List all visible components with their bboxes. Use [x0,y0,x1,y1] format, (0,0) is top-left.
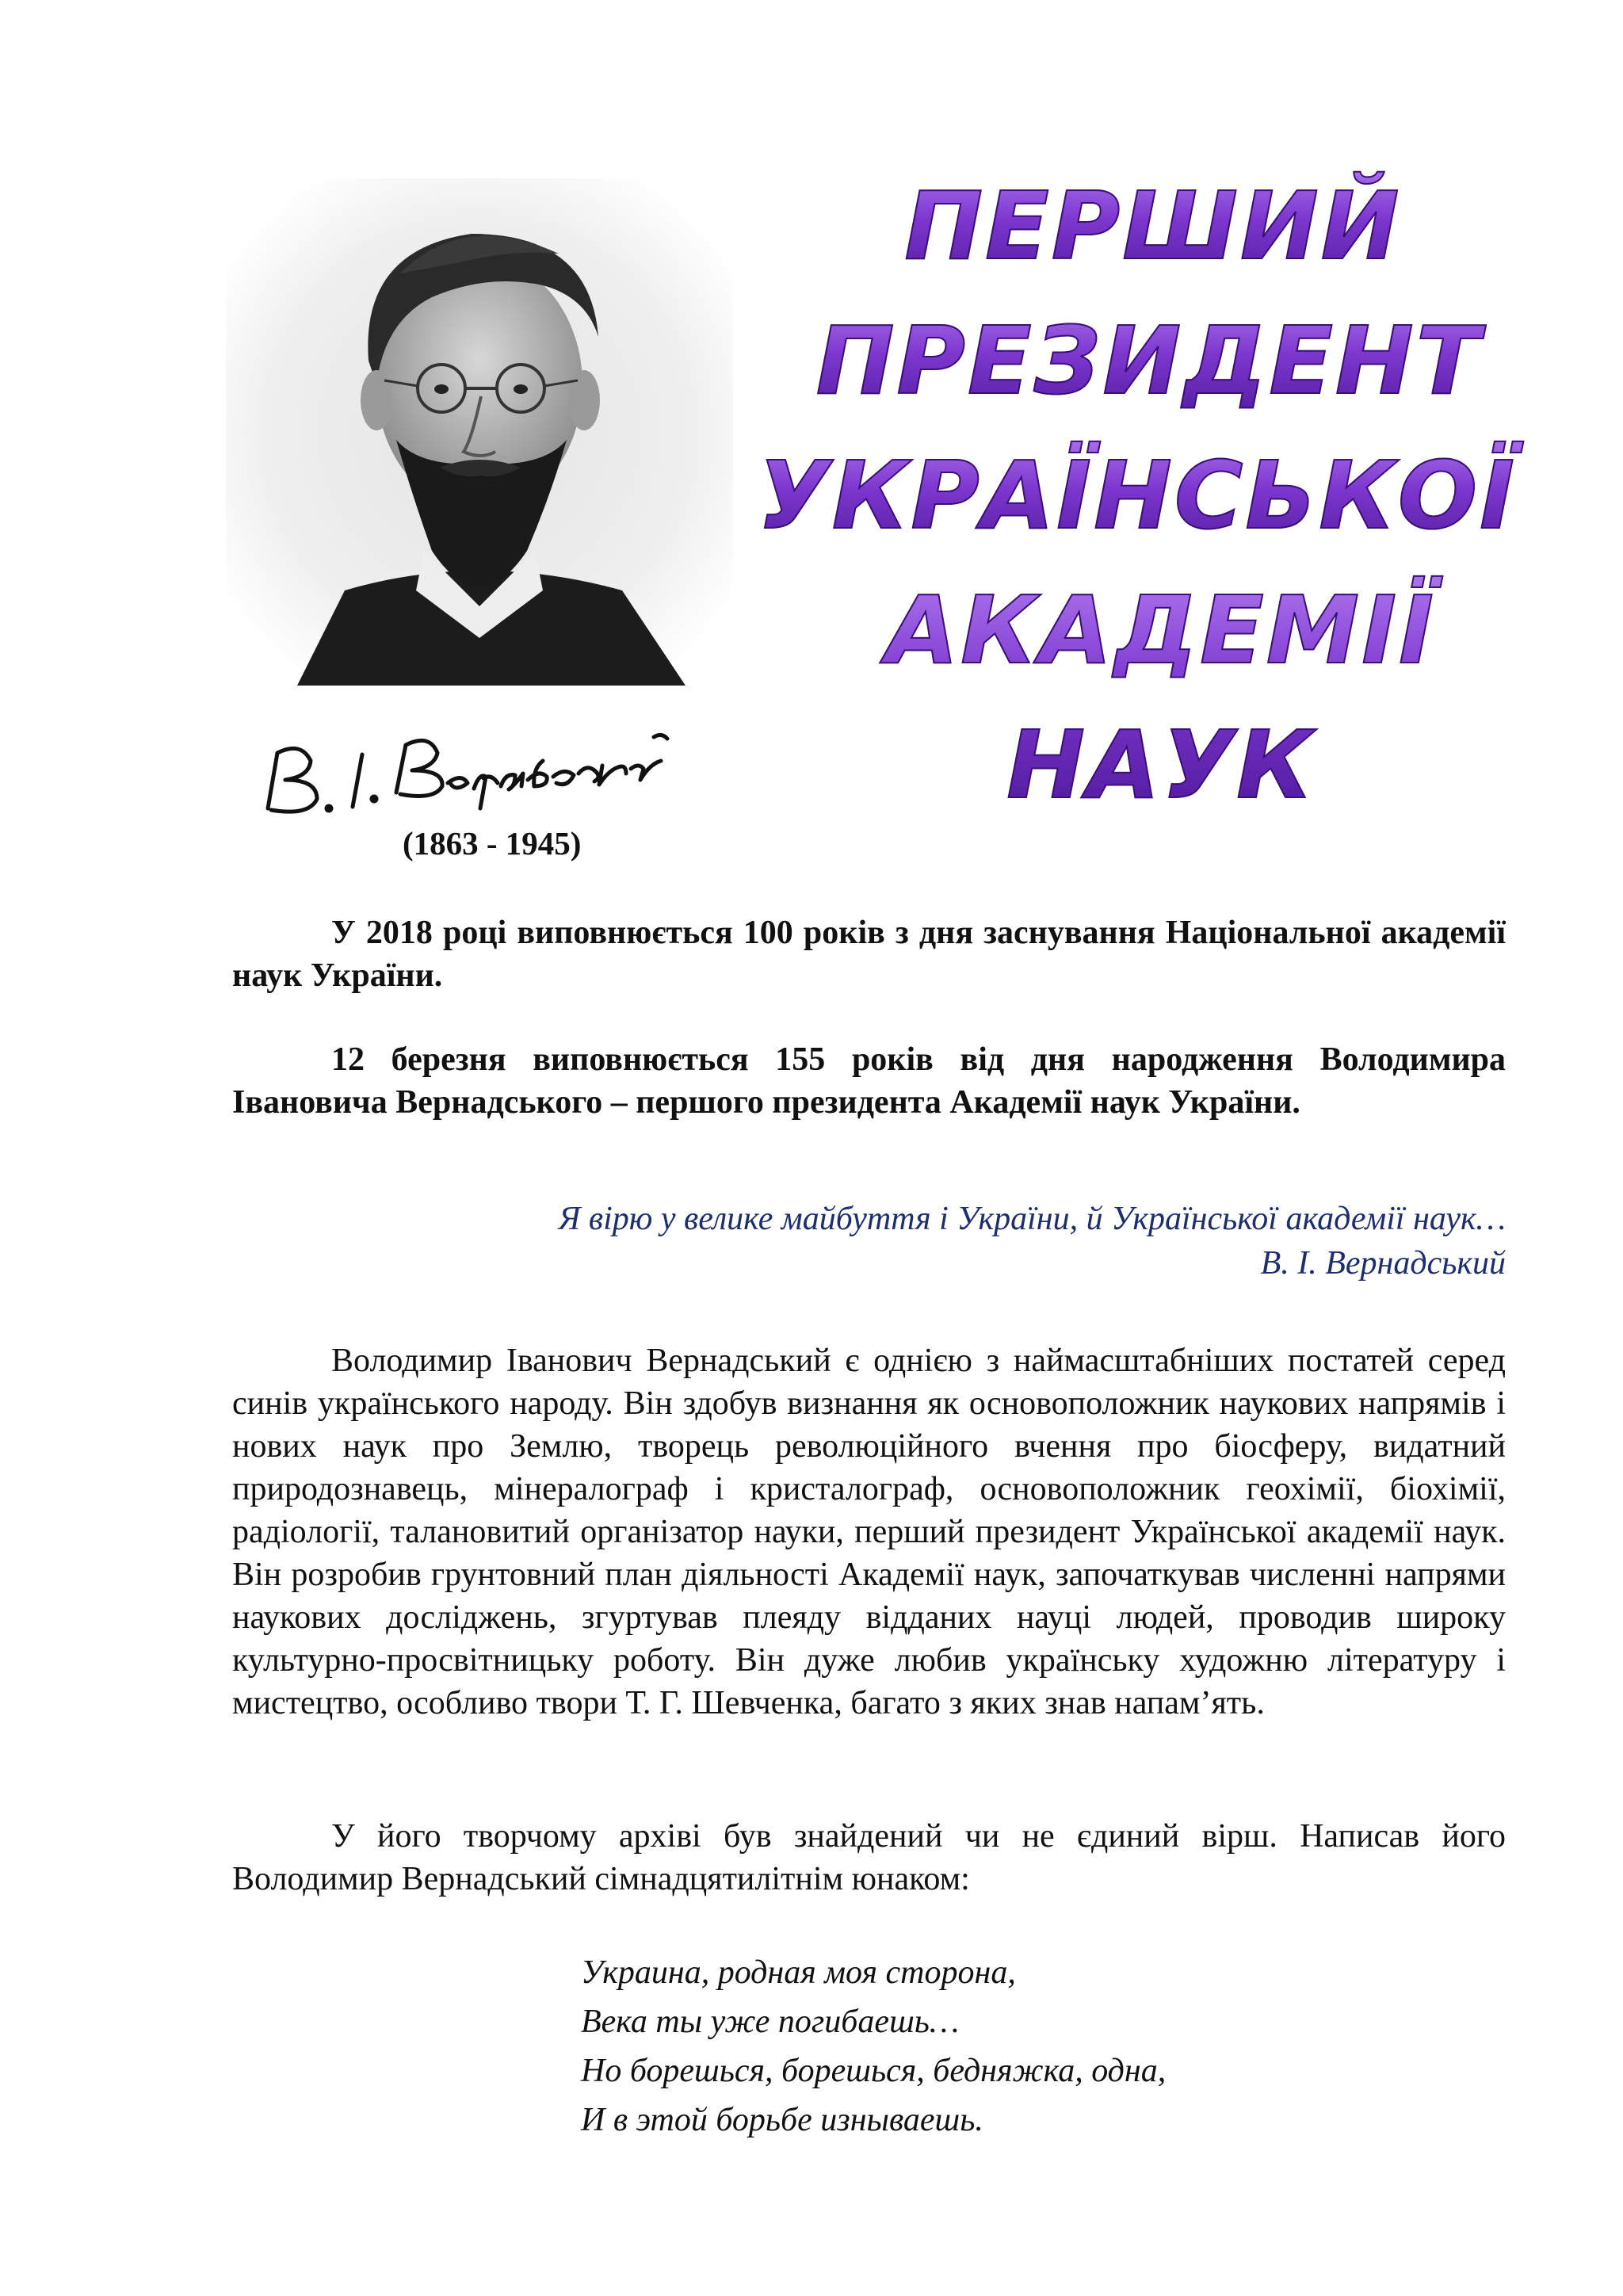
page-title [745,159,1561,832]
title-line-3: УКРАЇНСЬКОЇ [713,428,1561,563]
quote-text: Я вірю у велике майбуття і України, й Української академії наук… [558,1201,1506,1237]
epigraph-quote [232,1197,1506,1286]
intro-paragraph-2-text: 12 березня виповнюється 155 років від дня народження Володимира Івановича Вернадського – першого президента Академії наук України. [232,1041,1506,1121]
poem-line: Века ты уже погибаешь… [581,2004,960,2040]
poem-line: И в этой борьбе изнываешь. [581,2102,983,2138]
title-line-4: АКАДЕМІЇ НАУК [761,563,1561,832]
body-paragraph-2-text: У його творчому архіві був знайдений чи не єдиний вірш. Написав його Володимир Вернадський сімнадцятилітнім юнаком: [232,1818,1506,1897]
body-paragraph-2 [232,1815,1506,1901]
intro-paragraph-1 [232,911,1506,997]
life-years: (1863 - 1945) [403,825,582,861]
title-line-2: ПРЕЗИДЕНТ [737,293,1561,428]
intro-paragraph-2 [232,1038,1506,1124]
poem-line: Украина, родная моя сторона, [581,1954,1016,1991]
handwritten-signature [254,697,697,840]
intro-paragraph-1-text: У 2018 році виповнюється 100 років з дня заснування Національної академії наук України. [232,915,1506,994]
body-paragraph-1 [232,1339,1506,1725]
title-line-1: ПЕРШИЙ [745,159,1561,293]
quote-author: В. І. Вернадський [1260,1245,1506,1282]
portrait-photo [226,178,733,686]
body-paragraph-1-text: Володимир Іванович Вернадський є однією з наймасштабніших постатей серед синів українського народу. Він здобув визнання як основоположник наукових напрямів і нових наук про Землю, творець революційного вчення про біосферу, видатний природознавець, мінералограф і кристалограф, основоположник геохімії, біохімії, радіології, талановитий організатор науки, перший президент Української академії наук. Він розробив грунтовний план діяльності Академії наук, започаткував численні напрями наукових досліджень, згуртував плеяду відданих науці людей, проводив широку культурно-просвітницьку роботу. Він дуже любив українську художню літературу і мистецтво, особливо твори Т. Г. Шевченка, багато з яких знав напам’ять. [232,1343,1506,1721]
poem [581,1948,1166,2145]
poem-line: Но борешься, борешься, бедняжка, одна, [581,2053,1167,2089]
